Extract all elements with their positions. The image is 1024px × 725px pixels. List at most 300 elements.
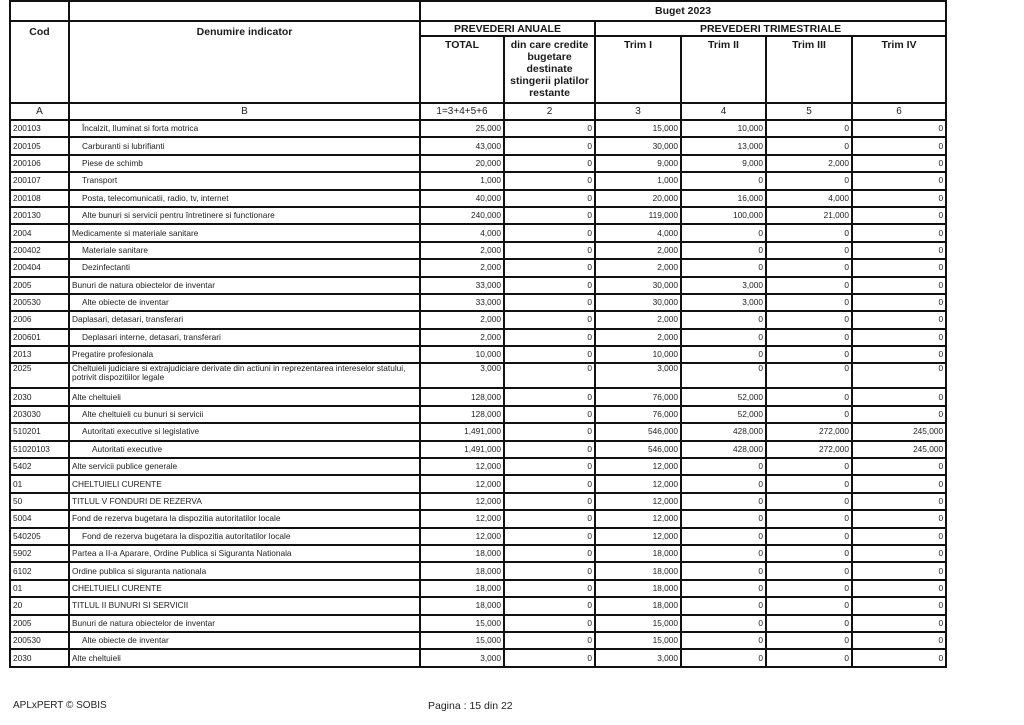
cell-trim4: 0 (852, 388, 946, 405)
cell-trim4: 0 (852, 363, 946, 388)
cell-total: 12,000 (420, 510, 504, 527)
cell-trim2: 0 (681, 615, 766, 632)
cell-denumire: Alte obiecte de inventar (69, 294, 420, 311)
cell-trim4: 0 (852, 172, 946, 189)
page-indicator: Pagina : 15 din 22 (428, 700, 513, 712)
cell-total: 33,000 (420, 277, 504, 294)
cell-denumire: Daplasari, detasari, transferari (69, 311, 420, 328)
cell-trim1: 15,000 (595, 120, 681, 137)
cell-trim4: 0 (852, 649, 946, 666)
cell-trim2: 0 (681, 580, 766, 597)
cell-total: 1,491,000 (420, 441, 504, 458)
table-row (10, 562, 946, 579)
cell-trim1: 12,000 (595, 458, 681, 475)
cell-trim3: 0 (766, 406, 852, 423)
cell-trim4: 0 (852, 311, 946, 328)
cell-arrears: 0 (504, 137, 595, 154)
cell-cod: 200108 (10, 190, 69, 207)
cell-trim2: 0 (681, 475, 766, 492)
cell-trim3: 0 (766, 545, 852, 562)
table-row (10, 294, 946, 311)
cell-denumire: Materiale sanitare (69, 242, 420, 259)
cell-arrears: 0 (504, 311, 595, 328)
cell-denumire: TITLUL V FONDURI DE REZERVA (69, 493, 420, 510)
cell-arrears: 0 (504, 294, 595, 311)
cell-trim4: 0 (852, 155, 946, 172)
cell-trim1: 1,000 (595, 172, 681, 189)
cell-trim4: 0 (852, 493, 946, 510)
cell-denumire: Autoritati executive (69, 441, 420, 458)
cell-trim2: 428,000 (681, 423, 766, 440)
cell-cod: 203030 (10, 406, 69, 423)
cell-total: 240,000 (420, 207, 504, 224)
cell-denumire: CHELTUIELI CURENTE (69, 580, 420, 597)
cell-trim4: 0 (852, 510, 946, 527)
cell-arrears: 0 (504, 224, 595, 241)
cell-trim1: 546,000 (595, 423, 681, 440)
cell-trim1: 76,000 (595, 388, 681, 405)
cell-cod: 2005 (10, 277, 69, 294)
cell-cod: 2030 (10, 649, 69, 666)
cell-trim3: 0 (766, 277, 852, 294)
cell-trim2: 0 (681, 242, 766, 259)
cell-denumire: Dezinfectanti (69, 259, 420, 276)
cell-total: 18,000 (420, 580, 504, 597)
cell-cod: 200402 (10, 242, 69, 259)
cell-arrears: 0 (504, 510, 595, 527)
cell-trim3: 0 (766, 242, 852, 259)
cell-arrears: 0 (504, 597, 595, 614)
cell-total: 2,000 (420, 311, 504, 328)
cell-trim1: 3,000 (595, 649, 681, 666)
budget-year-title: Buget 2023 (420, 1, 946, 21)
cell-arrears: 0 (504, 615, 595, 632)
cell-total: 3,000 (420, 649, 504, 666)
cell-arrears: 0 (504, 406, 595, 423)
cell-arrears: 0 (504, 120, 595, 137)
cell-trim1: 12,000 (595, 528, 681, 545)
cell-cod: 200601 (10, 329, 69, 346)
cell-arrears: 0 (504, 475, 595, 492)
cell-trim4: 0 (852, 224, 946, 241)
cell-denumire: Fond de rezerva bugetara la dispozitia autoritatilor locale (69, 510, 420, 527)
col-header-trim1: Trim I (595, 36, 681, 103)
cell-denumire: Cheltuieli judiciare si extrajudiciare derivate din actiuni in reprezentarea intereselor statului, potrivit dispozitiilor legale (69, 363, 420, 388)
col-header-trim3: Trim III (766, 36, 852, 103)
cell-trim1: 12,000 (595, 510, 681, 527)
table-row (10, 224, 946, 241)
cell-total: 2,000 (420, 329, 504, 346)
cell-arrears: 0 (504, 632, 595, 649)
cell-trim4: 0 (852, 597, 946, 614)
table-row (10, 120, 946, 137)
cell-arrears: 0 (504, 545, 595, 562)
table-row (10, 363, 946, 388)
cell-cod: 20 (10, 597, 69, 614)
cell-trim3: 0 (766, 259, 852, 276)
cell-trim3: 0 (766, 632, 852, 649)
budget-table (9, 0, 947, 668)
cell-denumire: Ordine publica si siguranta nationala (69, 562, 420, 579)
cell-trim4: 0 (852, 580, 946, 597)
cell-cod: 01 (10, 580, 69, 597)
table-row (10, 137, 946, 154)
cell-total: 15,000 (420, 632, 504, 649)
cell-trim4: 0 (852, 329, 946, 346)
cell-trim1: 20,000 (595, 190, 681, 207)
cell-total: 43,000 (420, 137, 504, 154)
cell-trim2: 0 (681, 172, 766, 189)
cell-trim4: 0 (852, 190, 946, 207)
cell-total: 15,000 (420, 615, 504, 632)
cell-arrears: 0 (504, 580, 595, 597)
cell-trim3: 0 (766, 597, 852, 614)
cell-trim1: 18,000 (595, 562, 681, 579)
cell-denumire: Încalzit, Iluminat si forta motrica (69, 120, 420, 137)
cell-denumire: Alte cheltuieli cu bunuri si servicii (69, 406, 420, 423)
cell-trim1: 2,000 (595, 242, 681, 259)
cell-arrears: 0 (504, 528, 595, 545)
cell-trim2: 0 (681, 363, 766, 388)
cell-trim1: 2,000 (595, 329, 681, 346)
cell-arrears: 0 (504, 346, 595, 363)
table-row (10, 346, 946, 363)
cell-trim3: 0 (766, 475, 852, 492)
cell-trim2: 0 (681, 597, 766, 614)
cell-cod: 2030 (10, 388, 69, 405)
cell-trim3: 0 (766, 528, 852, 545)
cell-trim4: 0 (852, 346, 946, 363)
col-header-cod: Cod (10, 21, 69, 103)
cell-trim4: 0 (852, 545, 946, 562)
cell-trim2: 0 (681, 493, 766, 510)
cell-total: 40,000 (420, 190, 504, 207)
cell-trim2: 0 (681, 346, 766, 363)
cell-trim1: 15,000 (595, 632, 681, 649)
cell-cod: 2004 (10, 224, 69, 241)
cell-trim4: 0 (852, 458, 946, 475)
table-row (10, 580, 946, 597)
cell-trim2: 0 (681, 632, 766, 649)
cell-total: 3,000 (420, 363, 504, 388)
cell-cod: 2025 (10, 363, 69, 388)
table-row (10, 190, 946, 207)
cell-trim2: 0 (681, 311, 766, 328)
cell-trim2: 0 (681, 545, 766, 562)
footer-brand: APLxPERT © SOBIS (13, 700, 107, 711)
cell-trim4: 0 (852, 562, 946, 579)
cell-trim2: 52,000 (681, 388, 766, 405)
cell-trim2: 9,000 (681, 155, 766, 172)
cell-arrears: 0 (504, 329, 595, 346)
table-row (10, 311, 946, 328)
cell-denumire: Partea a II-a Aparare, Ordine Publica si Siguranta Nationala (69, 545, 420, 562)
cell-total: 10,000 (420, 346, 504, 363)
cell-trim3: 21,000 (766, 207, 852, 224)
table-row (10, 458, 946, 475)
table-row (10, 172, 946, 189)
cell-trim4: 245,000 (852, 423, 946, 440)
cell-cod: 200530 (10, 294, 69, 311)
cell-trim2: 0 (681, 259, 766, 276)
cell-total: 128,000 (420, 406, 504, 423)
cell-trim1: 4,000 (595, 224, 681, 241)
cell-cod: 200107 (10, 172, 69, 189)
cell-arrears: 0 (504, 649, 595, 666)
cell-trim3: 0 (766, 346, 852, 363)
cell-arrears: 0 (504, 441, 595, 458)
cell-total: 1,491,000 (420, 423, 504, 440)
cell-trim3: 0 (766, 120, 852, 137)
cell-cod: 50 (10, 493, 69, 510)
cell-cod: 2013 (10, 346, 69, 363)
cell-trim1: 18,000 (595, 580, 681, 597)
cell-trim1: 2,000 (595, 311, 681, 328)
cell-trim1: 30,000 (595, 294, 681, 311)
cell-trim3: 272,000 (766, 441, 852, 458)
cell-cod: 5402 (10, 458, 69, 475)
cell-trim1: 2,000 (595, 259, 681, 276)
cell-trim4: 0 (852, 615, 946, 632)
cell-cod: 5902 (10, 545, 69, 562)
cell-trim2: 0 (681, 649, 766, 666)
table-row (10, 277, 946, 294)
cell-trim1: 12,000 (595, 475, 681, 492)
cell-cod: 540205 (10, 528, 69, 545)
table-row (10, 528, 946, 545)
cell-cod: 01 (10, 475, 69, 492)
cell-total: 12,000 (420, 528, 504, 545)
cell-arrears: 0 (504, 172, 595, 189)
index-cell: 1=3+4+5+6 (420, 103, 504, 120)
cell-cod: 200130 (10, 207, 69, 224)
cell-denumire: TITLUL II BUNURI SI SERVICII (69, 597, 420, 614)
cell-trim2: 13,000 (681, 137, 766, 154)
cell-trim1: 18,000 (595, 597, 681, 614)
cell-total: 2,000 (420, 259, 504, 276)
table-row (10, 207, 946, 224)
cell-arrears: 0 (504, 423, 595, 440)
cell-total: 2,000 (420, 242, 504, 259)
table-row (10, 441, 946, 458)
cell-trim4: 0 (852, 632, 946, 649)
table-row (10, 406, 946, 423)
cell-cod: 200404 (10, 259, 69, 276)
cell-trim4: 0 (852, 259, 946, 276)
header-blank-cod (10, 1, 69, 21)
cell-total: 33,000 (420, 294, 504, 311)
cell-total: 128,000 (420, 388, 504, 405)
cell-denumire: Alte cheltuieli (69, 388, 420, 405)
cell-trim3: 0 (766, 580, 852, 597)
cell-trim3: 0 (766, 137, 852, 154)
cell-trim3: 0 (766, 224, 852, 241)
cell-total: 20,000 (420, 155, 504, 172)
cell-cod: 510201 (10, 423, 69, 440)
table-row (10, 649, 946, 666)
cell-trim3: 0 (766, 388, 852, 405)
col-header-total: TOTAL (420, 36, 504, 103)
col-header-denumire: Denumire indicator (69, 21, 420, 103)
table-row (10, 475, 946, 492)
cell-arrears: 0 (504, 562, 595, 579)
cell-trim4: 0 (852, 406, 946, 423)
cell-trim4: 0 (852, 475, 946, 492)
table-row (10, 329, 946, 346)
cell-cod: 200103 (10, 120, 69, 137)
cell-trim3: 0 (766, 363, 852, 388)
cell-trim1: 3,000 (595, 363, 681, 388)
cell-trim1: 546,000 (595, 441, 681, 458)
cell-trim2: 0 (681, 224, 766, 241)
table-row (10, 155, 946, 172)
cell-denumire: Bunuri de natura obiectelor de inventar (69, 615, 420, 632)
cell-trim3: 272,000 (766, 423, 852, 440)
index-cell: 6 (852, 103, 946, 120)
cell-trim4: 0 (852, 120, 946, 137)
cell-total: 4,000 (420, 224, 504, 241)
cell-trim3: 0 (766, 172, 852, 189)
cell-arrears: 0 (504, 493, 595, 510)
cell-trim2: 10,000 (681, 120, 766, 137)
table-row (10, 259, 946, 276)
cell-trim4: 0 (852, 528, 946, 545)
cell-denumire: Alte cheltuieli (69, 649, 420, 666)
cell-trim4: 0 (852, 242, 946, 259)
cell-arrears: 0 (504, 207, 595, 224)
cell-denumire: Bunuri de natura obiectelor de inventar (69, 277, 420, 294)
cell-arrears: 0 (504, 363, 595, 388)
cell-trim3: 0 (766, 649, 852, 666)
cell-trim2: 0 (681, 329, 766, 346)
cell-trim2: 3,000 (681, 277, 766, 294)
cell-denumire: Autoritati executive si legislative (69, 423, 420, 440)
cell-trim1: 18,000 (595, 545, 681, 562)
cell-trim2: 0 (681, 528, 766, 545)
cell-trim3: 0 (766, 562, 852, 579)
cell-denumire: Alte bunuri si servicii pentru întretinere si functionare (69, 207, 420, 224)
cell-denumire: Posta, telecomunicatii, radio, tv, internet (69, 190, 420, 207)
index-cell: B (69, 103, 420, 120)
cell-total: 12,000 (420, 475, 504, 492)
table-row (10, 615, 946, 632)
cell-total: 18,000 (420, 545, 504, 562)
col-header-trim2: Trim II (681, 36, 766, 103)
cell-trim4: 245,000 (852, 441, 946, 458)
cell-denumire: Alte servicii publice generale (69, 458, 420, 475)
col-header-arrears: din care credite bugetare destinate stingerii platilor restante (504, 36, 595, 103)
cell-trim2: 0 (681, 562, 766, 579)
cell-trim3: 0 (766, 329, 852, 346)
cell-denumire: Fond de rezerva bugetara la dispozitia autoritatilor locale (69, 528, 420, 545)
cell-cod: 2005 (10, 615, 69, 632)
col-header-trim4: Trim IV (852, 36, 946, 103)
table-row (10, 242, 946, 259)
cell-trim2: 52,000 (681, 406, 766, 423)
cell-total: 18,000 (420, 597, 504, 614)
cell-trim2: 3,000 (681, 294, 766, 311)
cell-trim2: 16,000 (681, 190, 766, 207)
group-header-annual: PREVEDERI ANUALE (420, 21, 595, 36)
cell-arrears: 0 (504, 277, 595, 294)
cell-cod: 200105 (10, 137, 69, 154)
table-row (10, 510, 946, 527)
cell-cod: 200106 (10, 155, 69, 172)
cell-denumire: CHELTUIELI CURENTE (69, 475, 420, 492)
cell-trim1: 10,000 (595, 346, 681, 363)
cell-denumire: Medicamente si materiale sanitare (69, 224, 420, 241)
cell-total: 18,000 (420, 562, 504, 579)
cell-total: 25,000 (420, 120, 504, 137)
cell-trim1: 30,000 (595, 137, 681, 154)
cell-trim1: 12,000 (595, 493, 681, 510)
table-body (10, 120, 946, 667)
cell-arrears: 0 (504, 155, 595, 172)
index-cell: 4 (681, 103, 766, 120)
cell-trim3: 0 (766, 311, 852, 328)
cell-cod: 2006 (10, 311, 69, 328)
cell-cod: 6102 (10, 562, 69, 579)
table-row (10, 493, 946, 510)
cell-denumire: Carburanti si lubrifianti (69, 137, 420, 154)
cell-total: 12,000 (420, 458, 504, 475)
cell-trim1: 76,000 (595, 406, 681, 423)
cell-trim4: 0 (852, 277, 946, 294)
table-row (10, 388, 946, 405)
header-blank-den (69, 1, 420, 21)
cell-trim4: 0 (852, 294, 946, 311)
cell-trim3: 0 (766, 493, 852, 510)
cell-denumire: Piese de schimb (69, 155, 420, 172)
cell-denumire: Alte obiecte de inventar (69, 632, 420, 649)
cell-cod: 5004 (10, 510, 69, 527)
cell-trim3: 0 (766, 510, 852, 527)
group-header-quarterly: PREVEDERI TRIMESTRIALE (595, 21, 946, 36)
cell-denumire: Deplasari interne, detasari, transferari (69, 329, 420, 346)
cell-trim2: 0 (681, 510, 766, 527)
cell-arrears: 0 (504, 458, 595, 475)
cell-trim1: 9,000 (595, 155, 681, 172)
cell-total: 12,000 (420, 493, 504, 510)
cell-trim1: 15,000 (595, 615, 681, 632)
cell-trim1: 30,000 (595, 277, 681, 294)
cell-trim4: 0 (852, 207, 946, 224)
index-cell: 3 (595, 103, 681, 120)
cell-total: 1,000 (420, 172, 504, 189)
index-row (10, 103, 946, 120)
table-row (10, 545, 946, 562)
cell-arrears: 0 (504, 388, 595, 405)
cell-trim3: 0 (766, 615, 852, 632)
cell-cod: 200530 (10, 632, 69, 649)
cell-trim3: 2,000 (766, 155, 852, 172)
table-row (10, 597, 946, 614)
index-cell: 5 (766, 103, 852, 120)
table-row (10, 423, 946, 440)
cell-arrears: 0 (504, 242, 595, 259)
cell-trim2: 0 (681, 458, 766, 475)
index-cell: 2 (504, 103, 595, 120)
cell-trim3: 0 (766, 294, 852, 311)
cell-trim3: 4,000 (766, 190, 852, 207)
cell-trim1: 119,000 (595, 207, 681, 224)
cell-trim2: 100,000 (681, 207, 766, 224)
cell-arrears: 0 (504, 190, 595, 207)
cell-arrears: 0 (504, 259, 595, 276)
cell-denumire: Transport (69, 172, 420, 189)
cell-trim4: 0 (852, 137, 946, 154)
cell-denumire: Pregatire profesionala (69, 346, 420, 363)
